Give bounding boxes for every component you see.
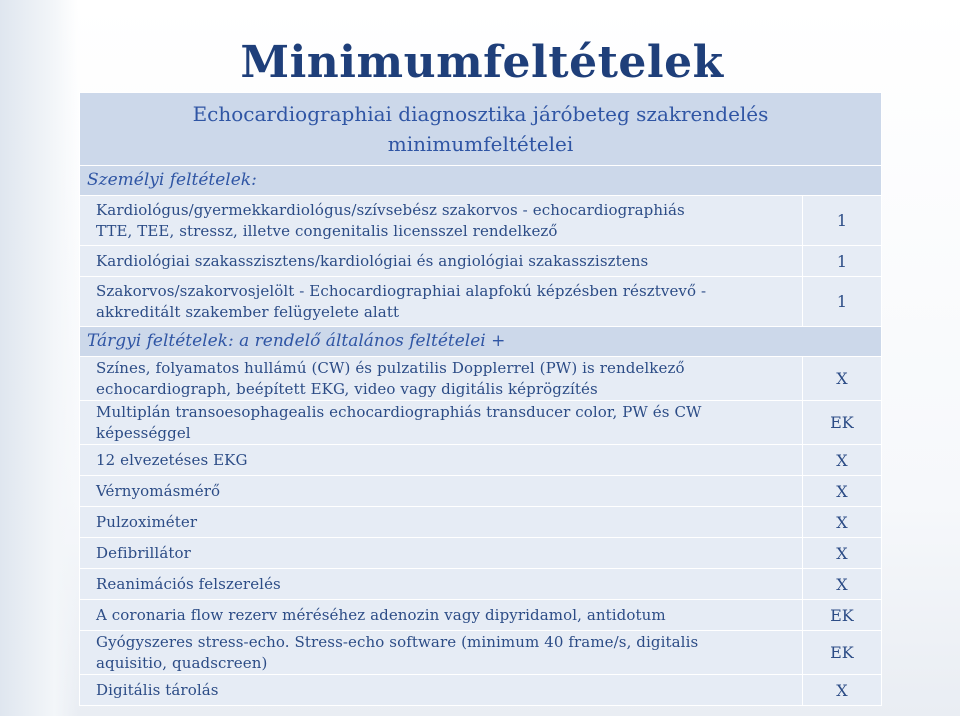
requirement-value: X: [802, 538, 881, 569]
table-row: [80, 538, 882, 569]
requirement-value: X: [802, 476, 881, 507]
page-title: Minimumfeltételek: [240, 37, 724, 88]
table-row: [80, 569, 882, 600]
subtitle-line: Echocardiographiai diagnosztika járóbeteg szakrendelés: [192, 102, 769, 126]
requirement-line: Kardiológus/gyermekkardiológus/szívsebész szakorvos - echocardiographiás: [96, 200, 685, 219]
table-row: [80, 675, 882, 706]
requirement-text: [80, 246, 803, 277]
requirement-text: [80, 631, 803, 675]
requirement-text: [80, 196, 803, 246]
requirement-line: TTE, TEE, stressz, illetve congenitalis licensszel rendelkező: [96, 221, 558, 240]
requirement-line: Kardiológiai szakasszisztens/kardiológiai és angiológiai szakasszisztens: [96, 251, 649, 270]
left-background-shade: [0, 0, 78, 716]
requirement-text: Vérnyomásmérő: [80, 476, 803, 507]
table-row: [80, 600, 882, 631]
requirement-value: X: [802, 507, 881, 538]
table-row: [80, 507, 882, 538]
table-subtitle: [80, 93, 882, 166]
subtitle-row: [80, 93, 882, 166]
table-row: [80, 476, 882, 507]
requirement-line: Gyógyszeres stress-echo. Stress-echo software (minimum 40 frame/s, digitalis: [96, 632, 699, 651]
requirement-line: Multiplán transoesophagealis echocardiographiás transducer color, PW és CW: [96, 402, 702, 421]
requirement-value: EK: [802, 600, 881, 631]
requirement-value: X: [802, 445, 881, 476]
requirement-text: [80, 401, 803, 445]
section-header-row: [80, 166, 882, 196]
subtitle-line: minimumfeltételei: [387, 132, 574, 156]
table-row: [80, 357, 882, 401]
table-row: [80, 196, 882, 246]
table-row: [80, 445, 882, 476]
requirement-line: aquisitio, quadscreen): [96, 653, 268, 672]
table-row: [80, 246, 882, 277]
requirement-text: [80, 357, 803, 401]
requirement-text: [80, 277, 803, 327]
requirement-line: akkreditált szakember felügyelete alatt: [96, 302, 400, 321]
section-header-row: [80, 327, 882, 357]
requirements-table: [79, 92, 882, 706]
table-row: [80, 401, 882, 445]
requirement-line: képességgel: [96, 423, 191, 442]
requirement-line: Szakorvos/szakorvosjelölt - Echocardiographiai alapfokú képzésben résztvevő -: [96, 281, 707, 300]
requirement-value: 1: [802, 277, 881, 327]
requirement-value: X: [802, 675, 881, 706]
requirement-text: Defibrillátor: [80, 538, 803, 569]
requirement-value: 1: [802, 246, 881, 277]
requirement-text: Pulzoximéter: [80, 507, 803, 538]
requirement-text: 12 elvezetéses EKG: [80, 445, 803, 476]
requirement-line: echocardiograph, beépített EKG, video vagy digitális képrögzítés: [96, 379, 598, 398]
requirement-value: EK: [802, 401, 881, 445]
requirement-text: A coronaria flow rezerv méréséhez adenozin vagy dipyridamol, antidotum: [80, 600, 803, 631]
requirement-value: X: [802, 357, 881, 401]
requirement-text: Digitális tárolás: [80, 675, 803, 706]
section-heading-equipment: Tárgyi feltételek: a rendelő általános feltételei +: [80, 327, 882, 357]
table-row: [80, 631, 882, 675]
requirement-value: 1: [802, 196, 881, 246]
section-heading-personnel: Személyi feltételek:: [80, 166, 882, 196]
requirement-value: X: [802, 569, 881, 600]
requirement-text: Reanimációs felszerelés: [80, 569, 803, 600]
requirement-value: EK: [802, 631, 881, 675]
table-row: [80, 277, 882, 327]
requirement-line: Színes, folyamatos hullámú (CW) és pulzatilis Dopplerrel (PW) is rendelkező: [96, 358, 685, 377]
